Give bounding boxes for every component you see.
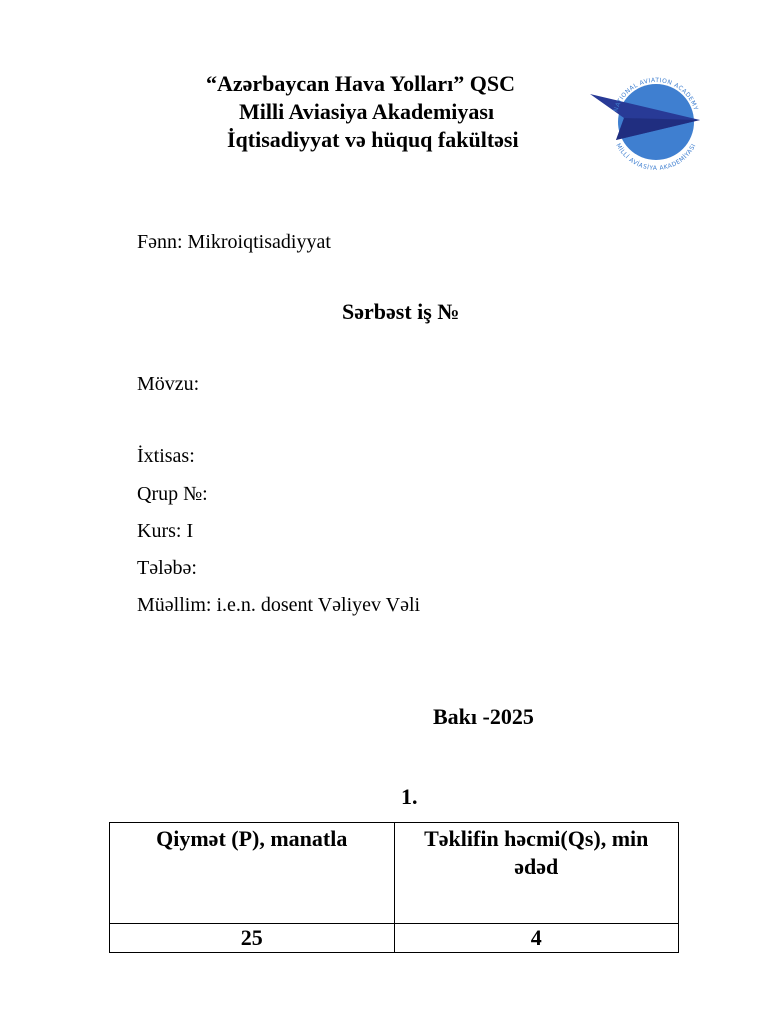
specialty-field: İxtisas:	[137, 445, 195, 467]
header-company-name: “Azərbaycan Hava Yolları” QSC	[206, 71, 515, 96]
table-row	[110, 924, 679, 953]
city-year: Bakı -2025	[433, 704, 534, 729]
table-header-price: Qiymət (P), manatla	[110, 823, 395, 924]
logo-text-bottom: MİLLİ AVİASİYA AKADEMİYASI	[614, 142, 698, 170]
table-header-supply: Təklifin həcmi(Qs), min ədəd	[394, 823, 679, 924]
course-field: Kurs: I	[137, 520, 194, 542]
price-supply-table	[109, 822, 679, 953]
logo-text-top: NATIONAL AVIATION ACADEMY	[612, 76, 700, 113]
table-cell-price: 25	[110, 924, 395, 953]
teacher-field: Müəllim: i.e.n. dosent Vəliyev Vəli	[137, 594, 421, 616]
group-field: Qrup №:	[137, 483, 208, 505]
header-faculty-name: İqtisadiyyat və hüquq fakültəsi	[227, 127, 519, 152]
subject-field: Fənn: Mikroiqtisadiyyat	[137, 231, 331, 253]
student-field: Tələbə:	[137, 557, 197, 579]
work-title: Sərbəst iş №	[342, 299, 460, 324]
national-aviation-academy-logo-icon	[588, 70, 704, 170]
topic-field: Mövzu:	[137, 373, 200, 395]
task-number: 1.	[401, 784, 418, 809]
table-cell-supply: 4	[394, 924, 679, 953]
table-header-row	[110, 823, 679, 924]
header-academy-name: Milli Aviasiya Akademiyası	[239, 99, 495, 124]
